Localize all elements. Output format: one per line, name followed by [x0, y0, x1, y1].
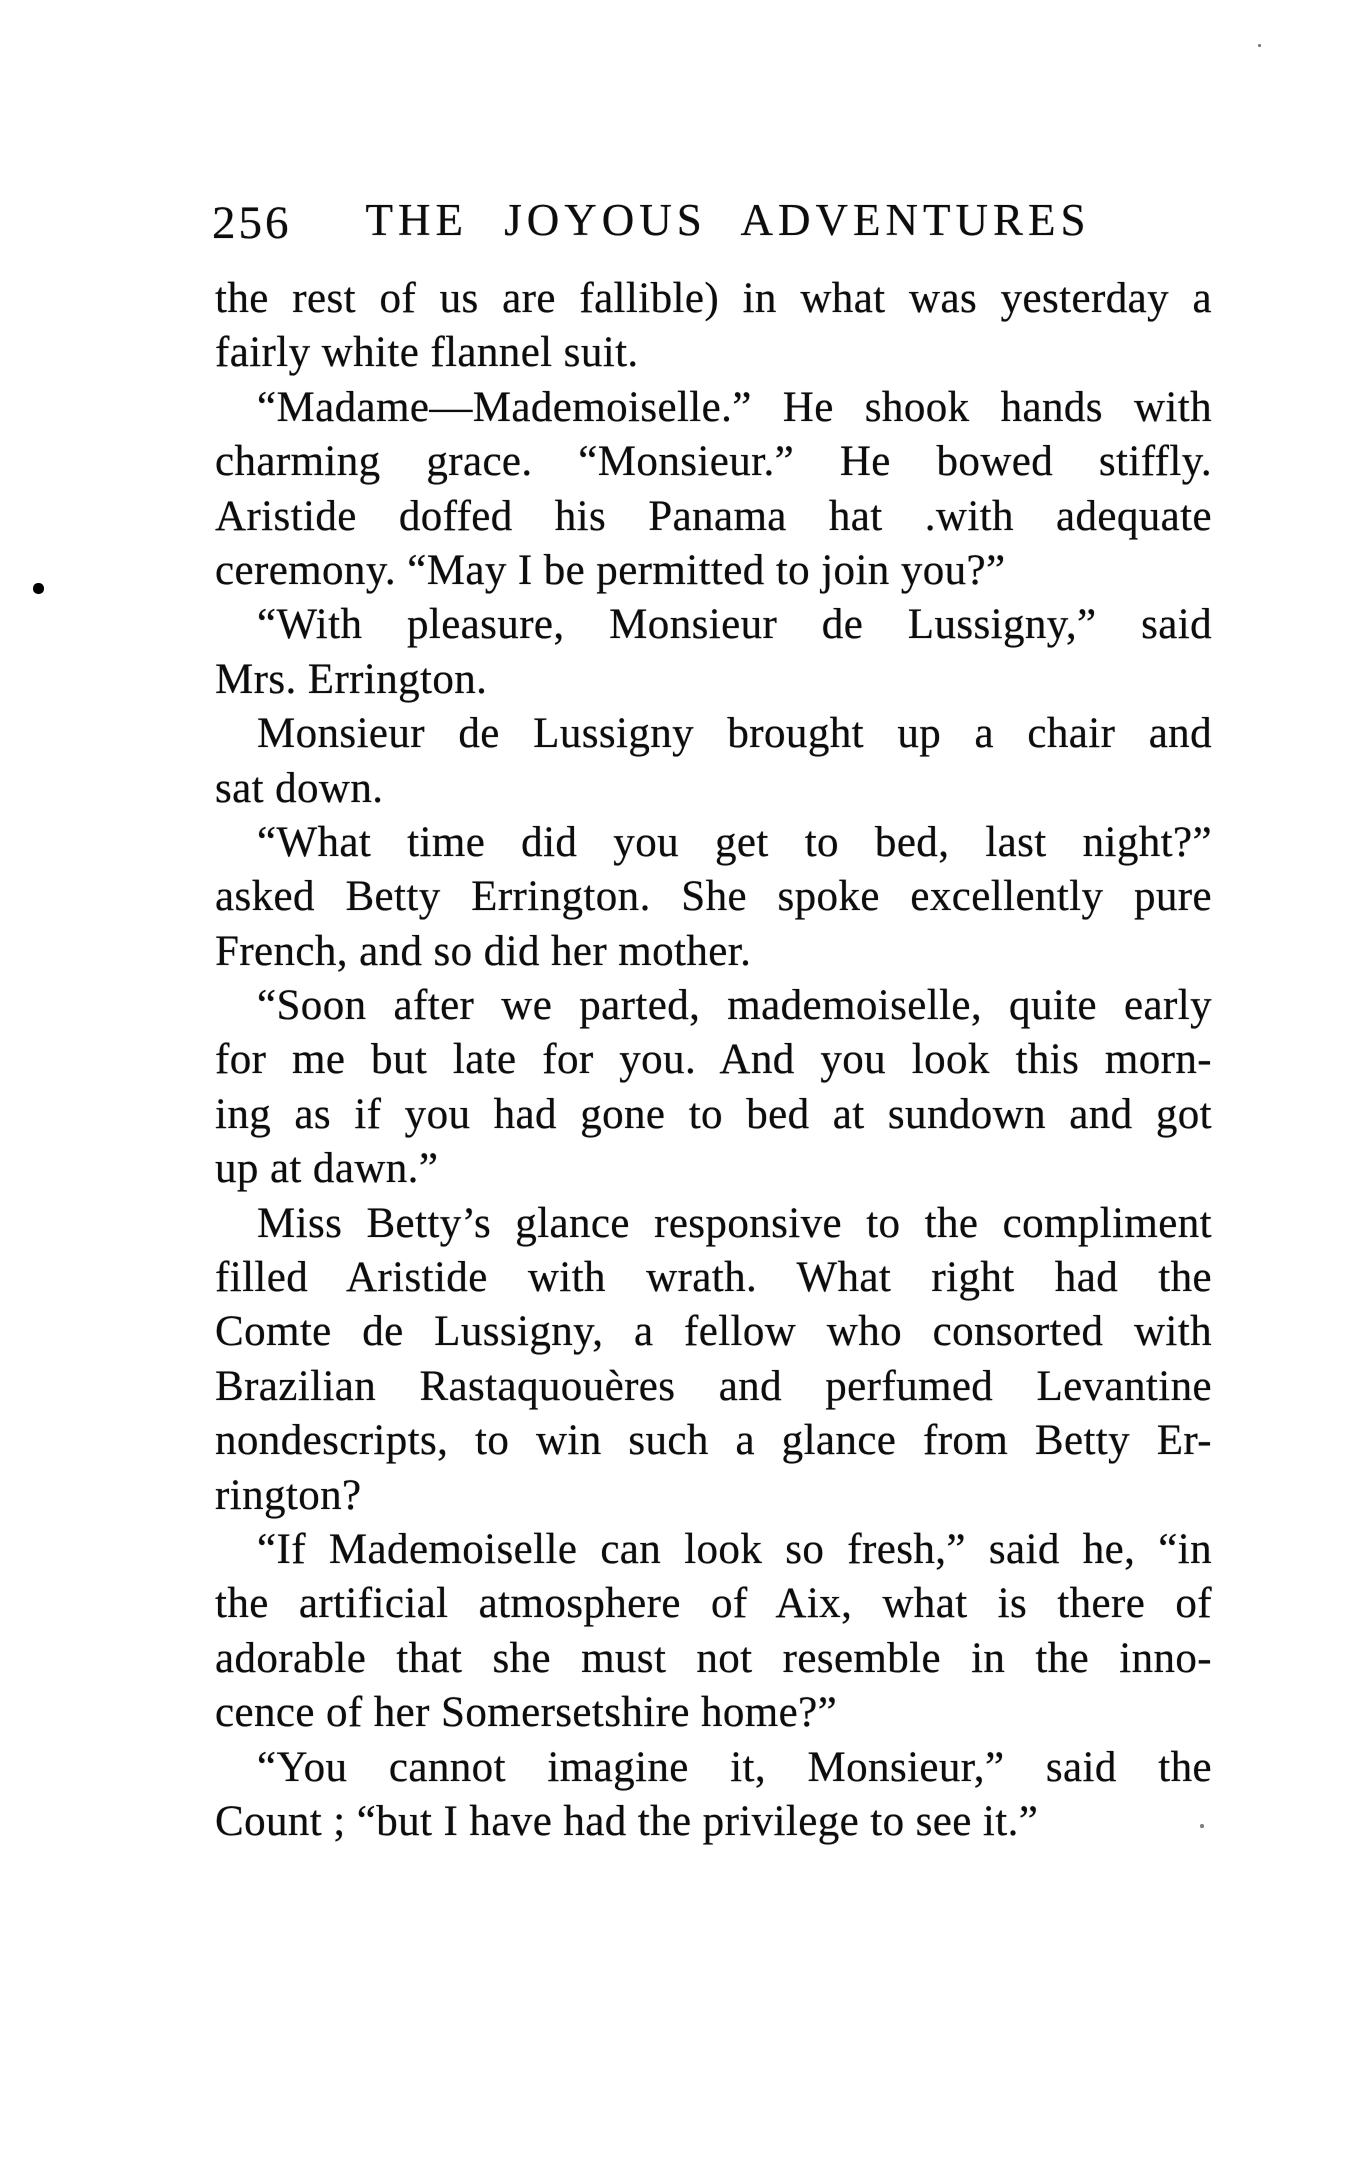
text-line: Brazilian Rastaquouères and perfumed Levantine — [215, 1362, 1212, 1410]
text-line: charming grace. “Monsieur.” He bowed stiffly. — [215, 438, 1212, 486]
ink-speck — [1258, 44, 1261, 47]
text-line: Aristide doffed his Panama hat .with adequate — [215, 492, 1212, 540]
text-line: cence of her Somersetshire home?” — [215, 1689, 838, 1737]
page-number: 256 — [212, 197, 292, 249]
text-line: for me but late for you. And you look this morn- — [215, 1036, 1212, 1084]
text-line: Comte de Lussigny, a fellow who consorted with — [215, 1308, 1212, 1356]
text-line: ing as if you had gone to bed at sundown and got — [215, 1090, 1212, 1138]
text-line: rington? — [215, 1471, 362, 1519]
text-line: “If Mademoiselle can look so fresh,” said he, “in — [257, 1525, 1212, 1573]
text-line: “With pleasure, Monsieur de Lussigny,” said — [257, 601, 1212, 649]
ink-speck — [1200, 1824, 1204, 1828]
text-line: “You cannot imagine it, Monsieur,” said the — [257, 1743, 1212, 1791]
text-line: up at dawn.” — [215, 1145, 439, 1193]
text-line: nondescripts, to win such a glance from Betty Er- — [215, 1417, 1212, 1465]
text-line: “Madame—Mademoiselle.” He shook hands with — [257, 383, 1212, 431]
text-line: asked Betty Errington. She spoke excellently pure — [215, 873, 1212, 921]
text-line: Mrs. Errington. — [215, 655, 488, 703]
text-line: ceremony. “May I be permitted to join you?” — [215, 546, 1006, 594]
text-line: sat down. — [215, 764, 384, 812]
text-line: adorable that she must not resemble in the inno- — [215, 1634, 1212, 1682]
text-line: the rest of us are fallible) in what was yesterday a — [215, 275, 1212, 322]
text-line: Miss Betty’s glance responsive to the compliment — [257, 1199, 1212, 1247]
ink-speck — [33, 583, 44, 594]
text-line: “What time did you get to bed, last night?” — [257, 818, 1212, 866]
body-text — [215, 272, 1212, 1849]
text-line: the artificial atmosphere of Aix, what is there of — [215, 1580, 1212, 1628]
text-line: “Soon after we parted, mademoiselle, quite early — [257, 982, 1212, 1030]
text-line: Monsieur de Lussigny brought up a chair and — [257, 710, 1212, 758]
text-line: French, and so did her mother. — [215, 927, 752, 975]
page-header — [212, 195, 1212, 249]
text-line: fairly white flannel suit. — [215, 329, 639, 377]
running-title: THE JOYOUS ADVENTURES — [365, 195, 1091, 245]
text-line: filled Aristide with wrath. What right had the — [215, 1254, 1212, 1302]
text-line: Count ; “but I have had the privilege to see it.” — [215, 1797, 1039, 1845]
